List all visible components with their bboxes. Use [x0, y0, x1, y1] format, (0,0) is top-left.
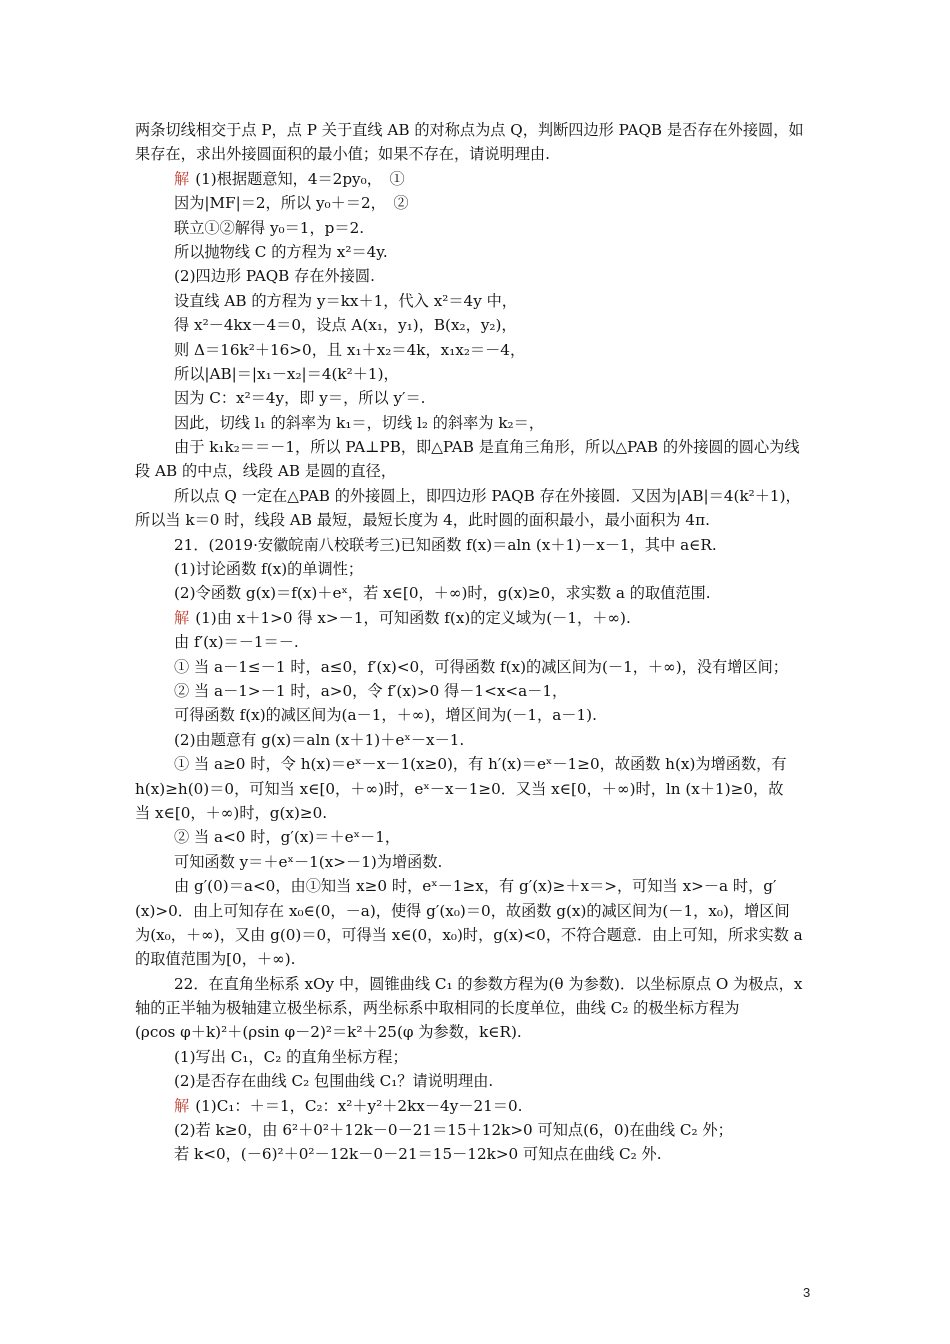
line-text: 的取值范围为[0，＋∞).: [135, 950, 296, 969]
line-text: 由 f′(x)＝－1＝－.: [174, 633, 299, 652]
line-text: (1)写出 C₁，C₂ 的直角坐标方程；: [174, 1047, 408, 1066]
text-line: [0, 484, 950, 508]
text-line: [0, 289, 950, 313]
text-line: [0, 240, 950, 264]
line-text: 则 Δ＝16k²＋16>0，且 x₁＋x₂＝4k，x₁x₂＝－4，: [174, 340, 526, 359]
text-line: [0, 142, 950, 166]
text-line: [0, 338, 950, 362]
page-content: [0, 118, 950, 1167]
text-line: [0, 972, 950, 996]
text-line: [0, 899, 950, 923]
text-line: [0, 581, 950, 605]
line-text: ① 当 a－1≤－1 时，a≤0，f′(x)<0，可得函数 f(x)的减区间为(－1，＋∞)，没有增区间；: [174, 657, 788, 676]
text-line: [0, 1142, 950, 1166]
line-text: 所以当 k＝0 时，线段 AB 最短，最短长度为 4，此时圆的面积最小，最小面积为 4π.: [135, 511, 710, 530]
line-text: h(x)≥h(0)＝0，可知当 x∈[0，＋∞)时，eˣ－x－1≥0．又当 x∈[0，＋∞)时，ln (x＋1)≥0，故: [135, 779, 784, 798]
line-text: 因为|MF|＝2，所以 y₀＋＝2， ②: [174, 194, 409, 213]
text-line: [0, 362, 950, 386]
text-line: [0, 655, 950, 679]
line-text: 因为 C：x²＝4y，即 y＝，所以 y′＝.: [174, 389, 426, 408]
text-line: [0, 606, 950, 630]
text-line: [0, 1020, 950, 1044]
text-line: [0, 508, 950, 532]
text-line: [0, 191, 950, 215]
line-text: ② 当 a－1>－1 时，a>0，令 f′(x)>0 得－1<x<a－1，: [174, 681, 568, 700]
text-line: [0, 1094, 950, 1118]
text-line: [0, 923, 950, 947]
line-text: (2)若 k≥0，由 6²＋0²＋12k－0－21＝15＋12k>0 可知点(6，0)在曲线 C₂ 外；: [174, 1121, 733, 1140]
text-line: [0, 411, 950, 435]
text-line: [0, 118, 950, 142]
solution-label: 解: [174, 1096, 190, 1115]
line-text: 22．在直角坐标系 xOy 中，圆锥曲线 C₁ 的参数方程为(θ 为参数)．以坐标原点 O 为极点，x: [174, 974, 803, 993]
line-text: 因此，切线 l₁ 的斜率为 k₁＝，切线 l₂ 的斜率为 k₂＝，: [174, 413, 545, 432]
line-text: 若 k<0，(－6)²＋0²－12k－0－21＝15－12k>0 可知点在曲线 C₂ 外.: [174, 1145, 662, 1164]
text-line: [0, 825, 950, 849]
text-line: [0, 630, 950, 654]
line-text: 由 g′(0)＝a<0，由①知当 x≥0 时，eˣ－1≥x，有 g′(x)≥＋x＝>，可知当 x>－a 时，g′: [174, 877, 777, 896]
line-text: 所以点 Q 一定在△PAB 的外接圆上，即四边形 PAQB 存在外接圆．又因为|AB|＝4(k²＋1)，: [174, 486, 801, 505]
text-line: [0, 459, 950, 483]
line-text: 果存在，求出外接圆面积的最小值；如果不存在，请说明理由.: [135, 145, 550, 164]
line-text: 由于 k₁k₂＝＝－1，所以 PA⊥PB，即△PAB 是直角三角形，所以△PAB 的外接圆的圆心为线: [174, 438, 800, 457]
line-text: 可得函数 f(x)的减区间为(a－1，＋∞)，增区间为(－1，a－1).: [174, 706, 597, 725]
solution-label: 解: [174, 169, 190, 188]
line-text: 所以|AB|＝|x₁－x₂|＝4(k²＋1)，: [174, 364, 399, 383]
text-line: [0, 1045, 950, 1069]
text-line: [0, 386, 950, 410]
line-text: (1)由 x＋1>0 得 x>－1，可知函数 f(x)的定义域为(－1，＋∞).: [195, 608, 631, 627]
text-line: [0, 1118, 950, 1142]
text-line: [0, 947, 950, 971]
line-text: 所以抛物线 C 的方程为 x²＝4y.: [174, 242, 388, 261]
text-line: [0, 533, 950, 557]
text-line: [0, 703, 950, 727]
line-text: 设直线 AB 的方程为 y＝kx＋1，代入 x²＝4y 中，: [174, 291, 517, 310]
line-text: (2)四边形 PAQB 存在外接圆.: [174, 267, 375, 286]
line-text: 两条切线相交于点 P，点 P 关于直线 AB 的对称点为点 Q，判断四边形 PAQB 是否存在外接圆，如: [135, 121, 804, 139]
line-text: 可知函数 y＝＋eˣ－1(x>－1)为增函数.: [174, 852, 443, 871]
line-text: 段 AB 的中点，线段 AB 是圆的直径，: [135, 462, 397, 481]
text-line: [0, 801, 950, 825]
line-text: ① 当 a≥0 时，令 h(x)＝eˣ－x－1(x≥0)，有 h′(x)＝eˣ－1≥0，故函数 h(x)为增函数，有: [174, 755, 787, 774]
line-text: (1)C₁：＋＝1，C₂：x²＋y²＋2kx－4y－21＝0.: [195, 1096, 523, 1115]
text-line: [0, 850, 950, 874]
line-text: (2)令函数 g(x)＝f(x)＋eˣ，若 x∈[0，＋∞)时，g(x)≥0，求实数 a 的取值范围.: [174, 584, 711, 603]
text-line: [0, 264, 950, 288]
page-number: 3: [803, 1285, 811, 1300]
text-line: [0, 557, 950, 581]
text-line: [0, 435, 950, 459]
text-line: [0, 728, 950, 752]
text-line: [0, 679, 950, 703]
line-text: 得 x²－4kx－4＝0，设点 A(x₁，y₁)，B(x₂，y₂)，: [174, 316, 517, 335]
line-text: 为(x₀，＋∞)，又由 g(0)＝0，可得当 x∈(0，x₀)时，g(x)<0，不符合题意．由上可知，所求实数 a: [135, 925, 803, 944]
text-line: [0, 313, 950, 337]
line-text: 当 x∈[0，＋∞)时，g(x)≥0.: [135, 803, 328, 822]
text-line: [0, 752, 950, 776]
solution-label: 解: [174, 608, 190, 627]
text-line: [0, 874, 950, 898]
text-line: [0, 996, 950, 1020]
text-line: [0, 167, 950, 191]
line-text: (x)>0．由上可知存在 x₀∈(0，－a)，使得 g′(x₀)＝0，故函数 g(x)的减区间为(－1，x₀)，增区间: [135, 901, 790, 920]
line-text: 轴的正半轴为极轴建立极坐标系，两坐标系中取相同的长度单位，曲线 C₂ 的极坐标方程为: [135, 999, 740, 1018]
text-line: [0, 1069, 950, 1093]
line-text: (1)讨论函数 f(x)的单调性；: [174, 560, 364, 579]
text-line: [0, 216, 950, 240]
line-text: (2)是否存在曲线 C₂ 包围曲线 C₁？请说明理由.: [174, 1072, 494, 1091]
line-text: (ρcos φ＋k)²＋(ρsin φ－2)²＝k²＋25(φ 为参数，k∈R).: [135, 1023, 522, 1042]
line-text: 21．(2019·安徽皖南八校联考三)已知函数 f(x)＝aln (x＋1)－x－1，其中 a∈R.: [174, 535, 717, 554]
text-line: [0, 777, 950, 801]
line-text: (1)根据题意知，4＝2py₀， ①: [195, 169, 405, 188]
line-text: 联立①②解得 y₀＝1，p＝2.: [174, 218, 365, 237]
line-text: ② 当 a<0 时，g′(x)＝＋eˣ－1，: [174, 828, 401, 847]
line-text: (2)由题意有 g(x)＝aln (x＋1)＋eˣ－x－1.: [174, 730, 465, 749]
